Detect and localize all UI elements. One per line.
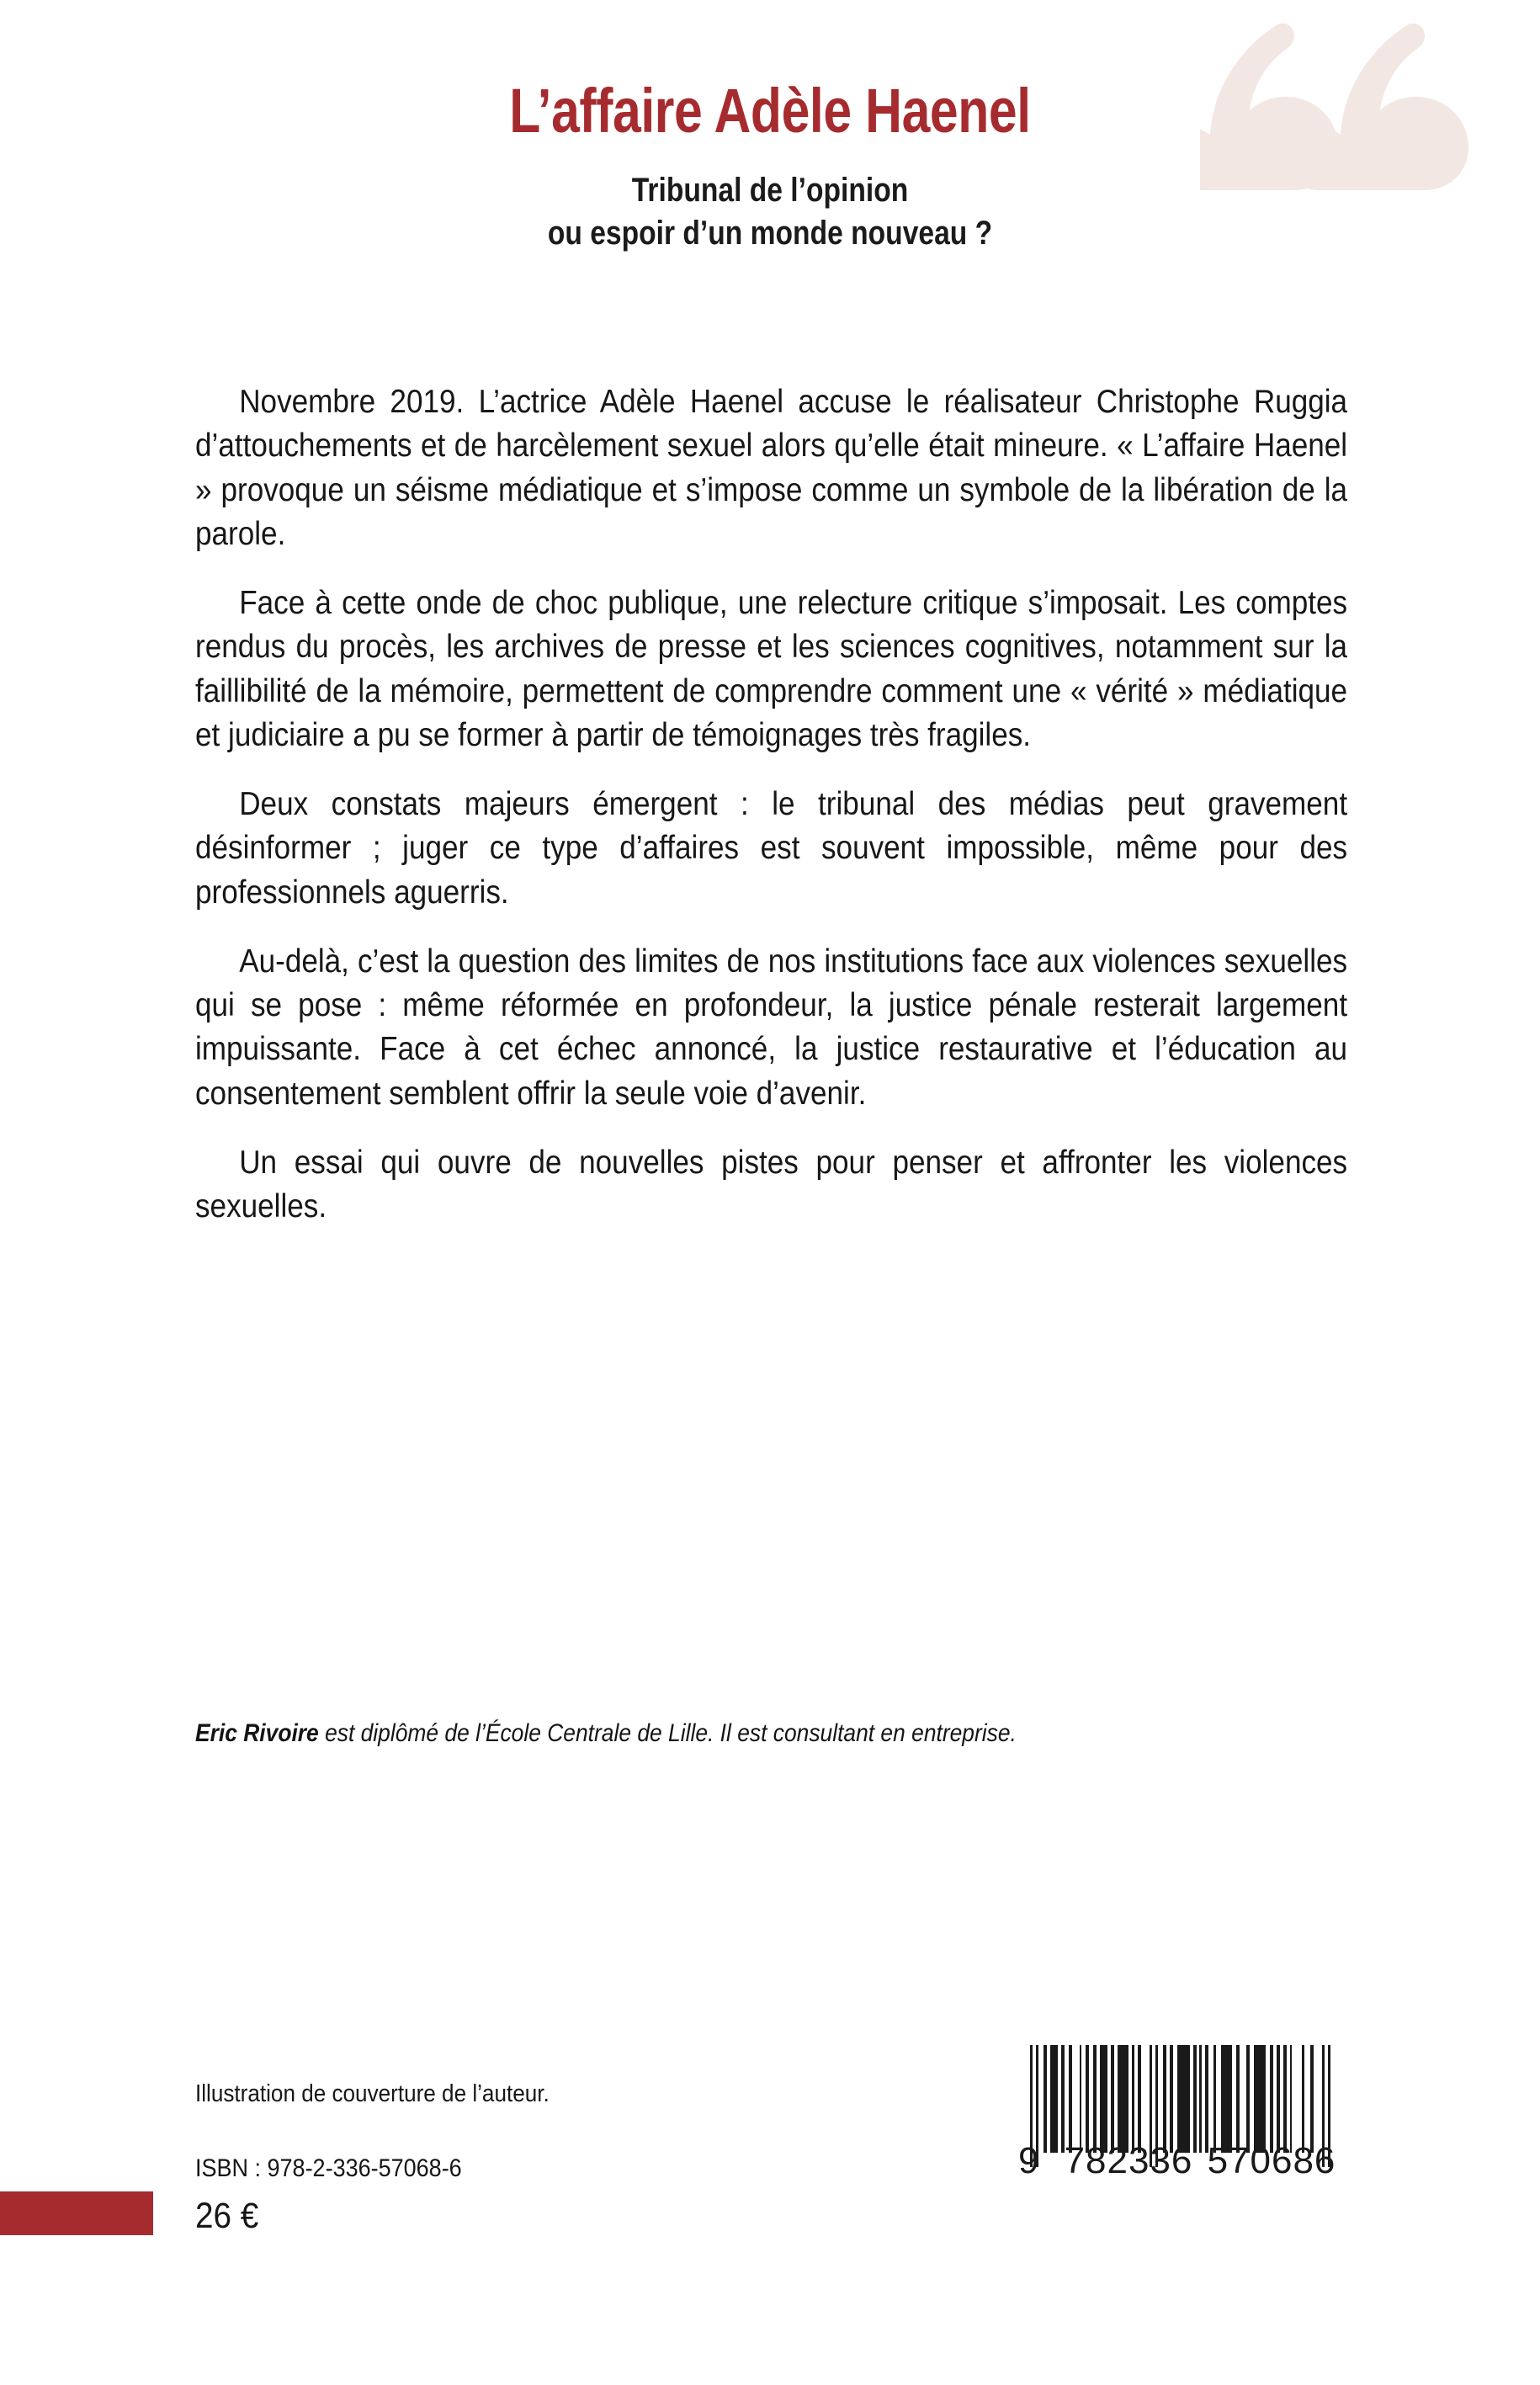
barcode [1018,2045,1355,2182]
author-name: Eric Rivoire [195,1719,319,1747]
page-subtitle [123,142,1416,255]
footer-info [195,2079,877,2238]
barcode-right-group: 570686 [1207,2140,1336,2181]
isbn-value: ISBN : 978-2-336-57068-6 [195,2154,462,2183]
red-accent-block [0,2191,153,2235]
blurb-paragraph: Novembre 2019. L’actrice Adèle Haenel accuse le réalisateur Christophe Ruggia d’attouchements et de harcèlement sexuel alors qu’elle était mineure. « L’affaire Haenel » provoque un séisme médiatique et s’impose comme un symbole de la libération de la parole. [195,384,1348,552]
page-title: L’affaire Adèle Haenel [509,76,1031,146]
barcode-lead-digit: 9 [1018,2140,1040,2181]
cover-header [0,0,1540,255]
illustration-credit: Illustration de couverture de l’auteur. [195,2080,550,2107]
blurb-paragraph: Deux constats majeurs émergent : le tribunal des médias peut gravement désinformer ; juger ce type d’affaires est souvent impossible, même pour des professionnels aguerris. [195,786,1348,911]
subtitle-line-2: ou espoir d’un monde nouveau ? [547,215,993,252]
subtitle-line-1: Tribunal de l’opinion [631,172,909,209]
blurb-text [195,380,1346,1229]
blurb-paragraph: Au-delà, c’est la question des limites de nos institutions face aux violences sexuelles qui se pose : même réformée en profondeur, la justice pénale resterait largement impuissante. Face à cet échec annoncé, la justice restaurative et l’éducation au consentement semblent offrir la seule voie d’avenir. [195,943,1348,1112]
barcode-digits [1018,2140,1355,2182]
blurb-paragraph: Un essai qui ouvre de nouvelles pistes pour penser et affronter les violences sexuelles. [195,1144,1348,1224]
barcode-left-group: 782336 [1064,2140,1193,2181]
price-value: 26 € [195,2195,259,2236]
author-bio [195,1717,1232,1750]
author-bio-text: est diplômé de l’École Centrale de Lille. Il est consultant en entreprise. [318,1719,1017,1747]
blurb-paragraph: Face à cette onde de choc publique, une relecture critique s’imposait. Les comptes rendus du procès, les archives de presse et les sciences cognitives, notamment sur la faillibilité de la mémoire, permettent de comprendre comment une « vérité » médiatique et judiciaire a pu se former à partir de témoignages très fragiles. [195,585,1348,753]
